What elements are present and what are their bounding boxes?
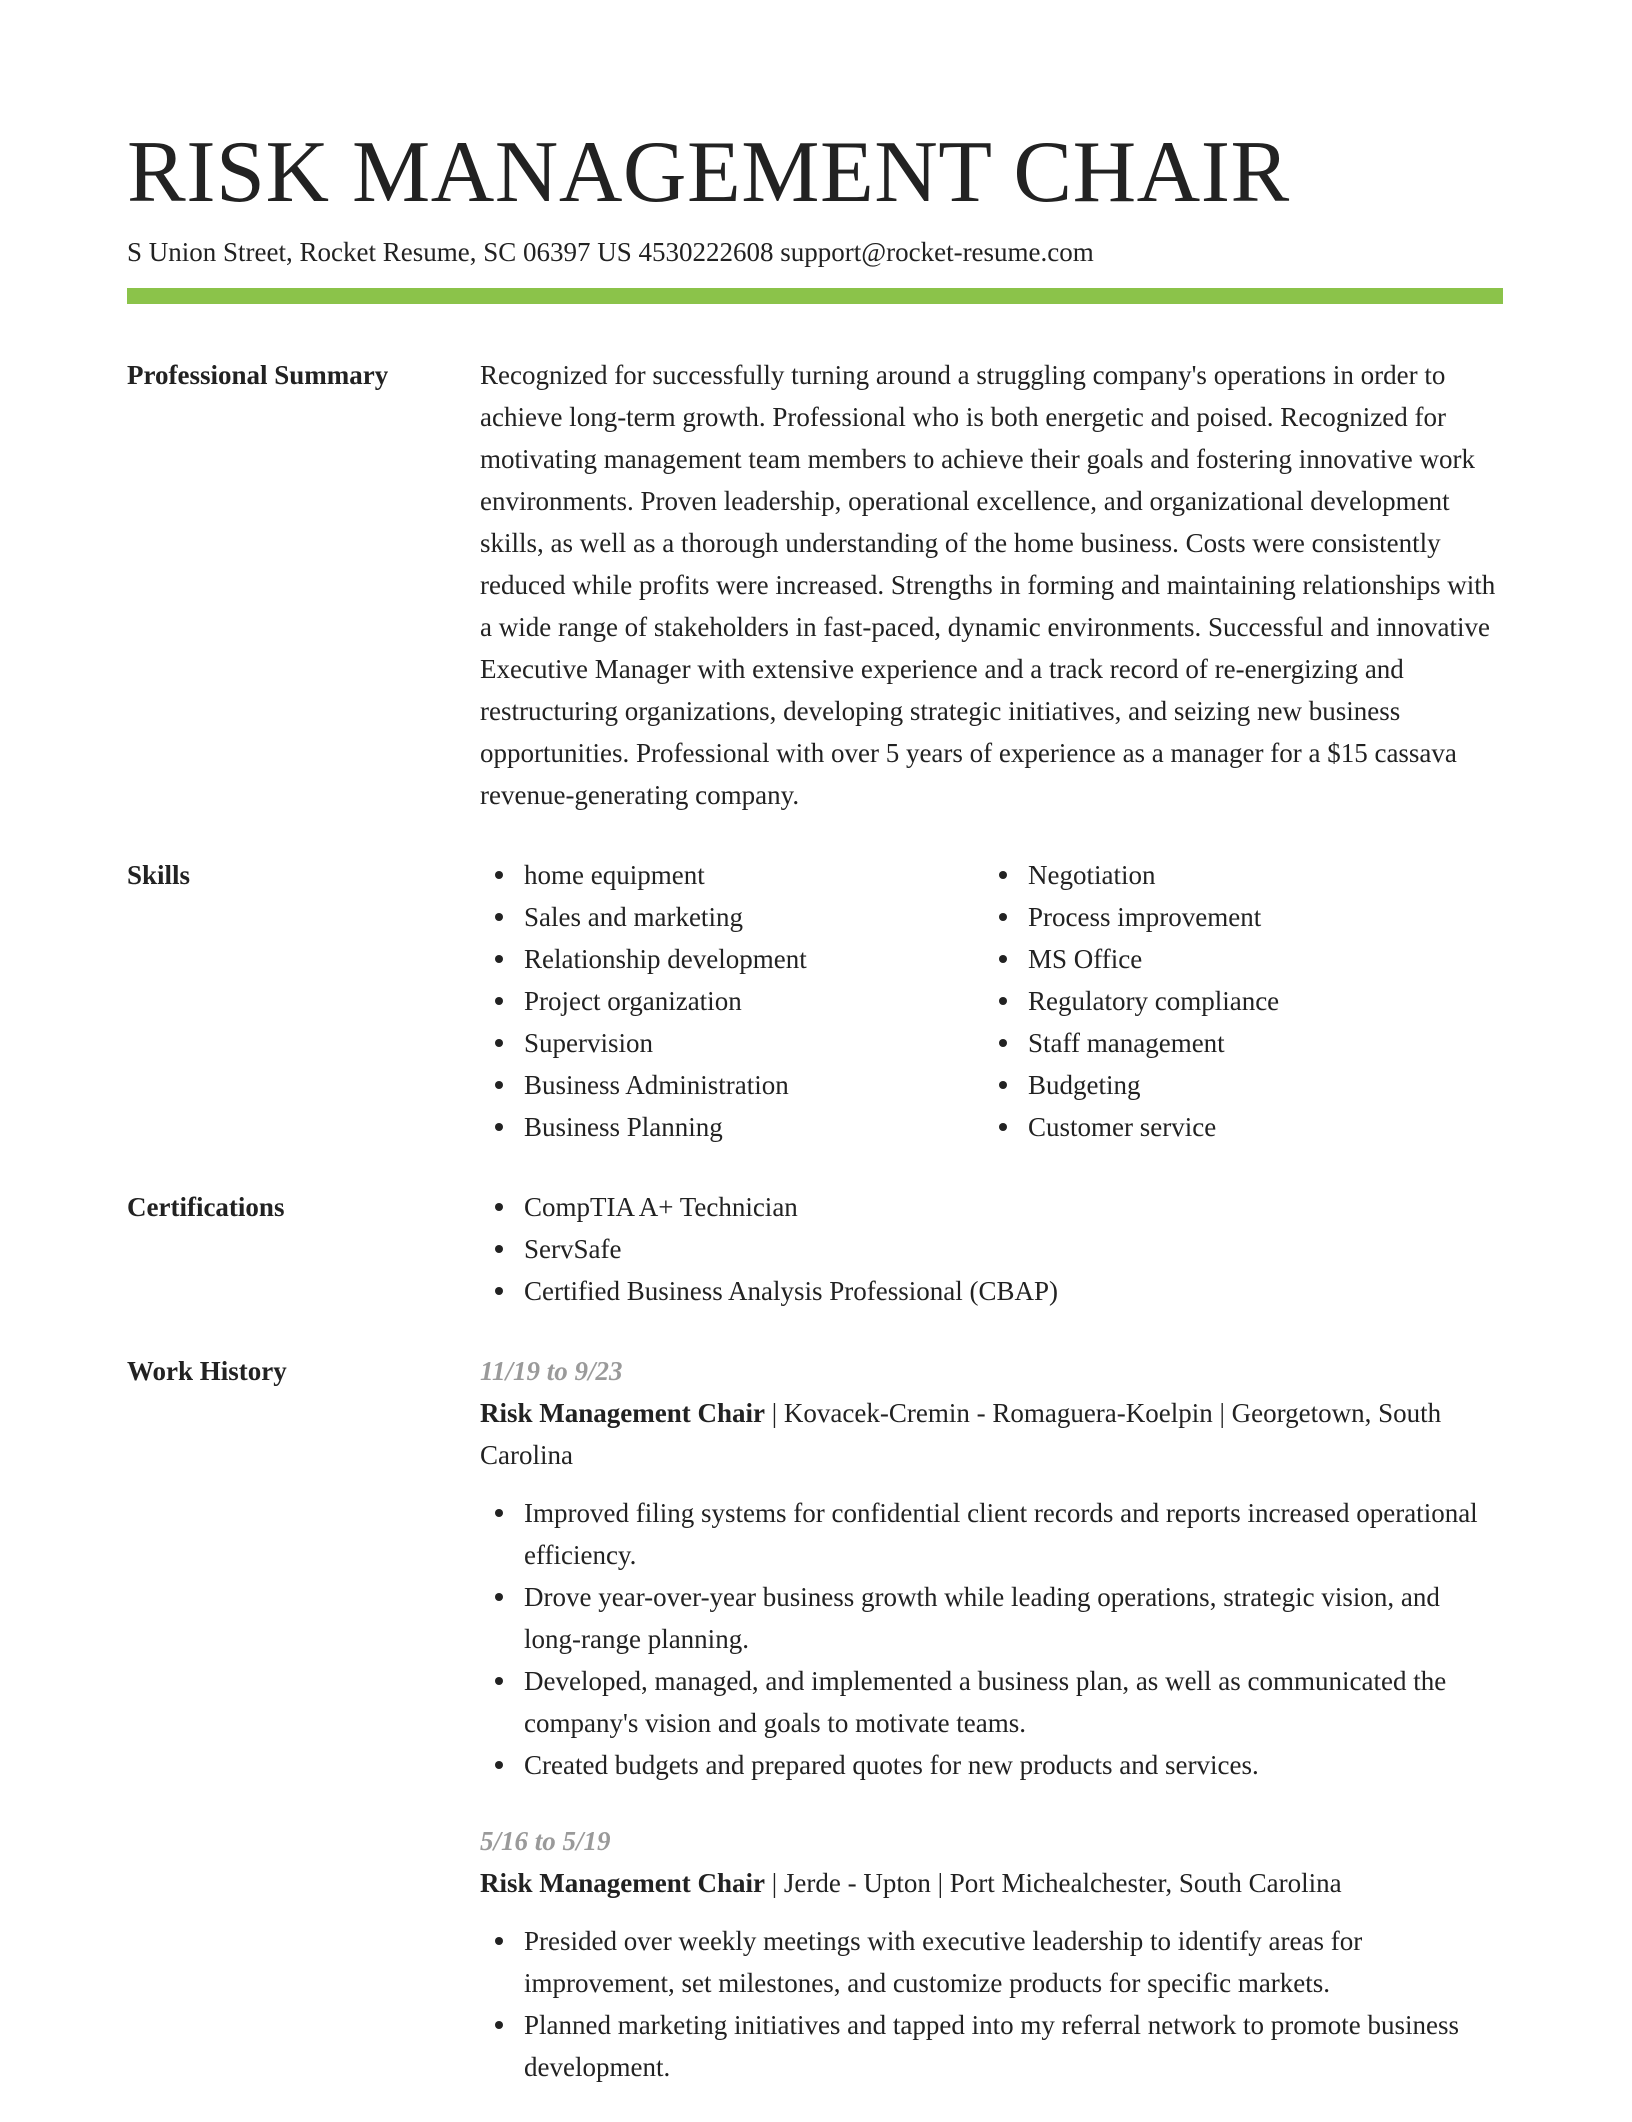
- resume-page: [127, 118, 1503, 2122]
- job-title: Risk Management Chair: [480, 1398, 765, 1428]
- skills-list-left: [480, 854, 984, 1148]
- certifications-body: [480, 1186, 1503, 1312]
- job-dates: 5/16 to 5/19: [480, 1826, 611, 1856]
- skills-section: [127, 854, 1503, 1148]
- job-bullet: Planned marketing initiatives and tapped into my referral network to promote business development.: [480, 2004, 1503, 2088]
- work-history-section: [127, 1350, 1503, 2122]
- skill-item: Regulatory compliance: [984, 980, 1488, 1022]
- skill-item: Process improvement: [984, 896, 1488, 938]
- job-details: | Kovacek-Cremin - Romaguera-Koelpin | Georgetown, South Carolina: [480, 1398, 1442, 1470]
- job-bullet: Presided over weekly meetings with executive leadership to identify areas for improvement, set milestones, and customize products for specific markets.: [480, 1920, 1503, 2004]
- job-entry: [480, 1820, 1503, 2088]
- job-bullet: Created budgets and prepared quotes for new products and services.: [480, 1744, 1503, 1786]
- skill-item: Staff management: [984, 1022, 1488, 1064]
- job-heading: [480, 1392, 1503, 1476]
- certification-item: CompTIA A+ Technician: [480, 1186, 1503, 1228]
- job-heading: [480, 1862, 1503, 1904]
- job-bullets: [480, 1920, 1503, 2088]
- job-title: Risk Management Chair: [480, 1868, 765, 1898]
- skill-item: Sales and marketing: [480, 896, 984, 938]
- skill-item: Supervision: [480, 1022, 984, 1064]
- job-bullet: Improved filing systems for confidential client records and reports increased operational efficiency.: [480, 1492, 1503, 1576]
- skill-item: Business Planning: [480, 1106, 984, 1148]
- certifications-list: [480, 1186, 1503, 1312]
- section-title-work-history: Work History: [127, 1356, 287, 1386]
- skills-list-right: [984, 854, 1488, 1148]
- skill-item: Customer service: [984, 1106, 1488, 1148]
- job-bullet: Developed, managed, and implemented a business plan, as well as communicated the company's vision and goals to motivate teams.: [480, 1660, 1503, 1744]
- certifications-section: [127, 1186, 1503, 1312]
- skill-item: Negotiation: [984, 854, 1488, 896]
- job-bullets: [480, 1492, 1503, 1786]
- summary-body: [480, 354, 1503, 816]
- skill-item: Relationship development: [480, 938, 984, 980]
- job-bullet: Drove year-over-year business growth while leading operations, strategic vision, and long-range planning.: [480, 1576, 1503, 1660]
- work-history-body: [480, 1350, 1503, 2122]
- contact-line: S Union Street, Rocket Resume, SC 06397 US 4530222608 support@rocket-resume.com: [127, 237, 1094, 267]
- skills-body: [480, 854, 1503, 1148]
- certification-item: ServSafe: [480, 1228, 1503, 1270]
- skill-item: MS Office: [984, 938, 1488, 980]
- summary-text: Recognized for successfully turning around a struggling company's operations in order to achieve long-term growth. Professional who is both energetic and poised. Recognized for motivating management team members to achieve their goals and fostering innovative work environments. Proven leadership, operational excellence, and organizational development skills, as well as a thorough understanding of the home business. Costs were consistently reduced while profits were increased. Strengths in forming and maintaining relationships with a wide range of stakeholders in fast-paced, dynamic environments. Successful and innovative Executive Manager with extensive experience and a track record of re-energizing and restructuring organizations, developing strategic initiatives, and seizing new business opportunities. Professional with over 5 years of experience as a manager for a $15 cassava revenue-generating company.: [480, 360, 1496, 810]
- job-entry: [480, 1350, 1503, 1786]
- professional-summary-section: [127, 354, 1503, 816]
- section-title-certifications: Certifications: [127, 1192, 285, 1222]
- section-title-summary: Professional Summary: [127, 360, 389, 390]
- certification-item: Certified Business Analysis Professional (CBAP): [480, 1270, 1503, 1312]
- header-divider: [127, 288, 1503, 304]
- skill-item: Project organization: [480, 980, 984, 1022]
- section-title-skills: Skills: [127, 860, 191, 890]
- skill-item: Budgeting: [984, 1064, 1488, 1106]
- job-dates: 11/19 to 9/23: [480, 1356, 623, 1386]
- candidate-name: RISK MANAGEMENT CHAIR: [127, 124, 1290, 221]
- skill-item: home equipment: [480, 854, 984, 896]
- job-details: | Jerde - Upton | Port Michealchester, South Carolina: [765, 1868, 1342, 1898]
- skill-item: Business Administration: [480, 1064, 984, 1106]
